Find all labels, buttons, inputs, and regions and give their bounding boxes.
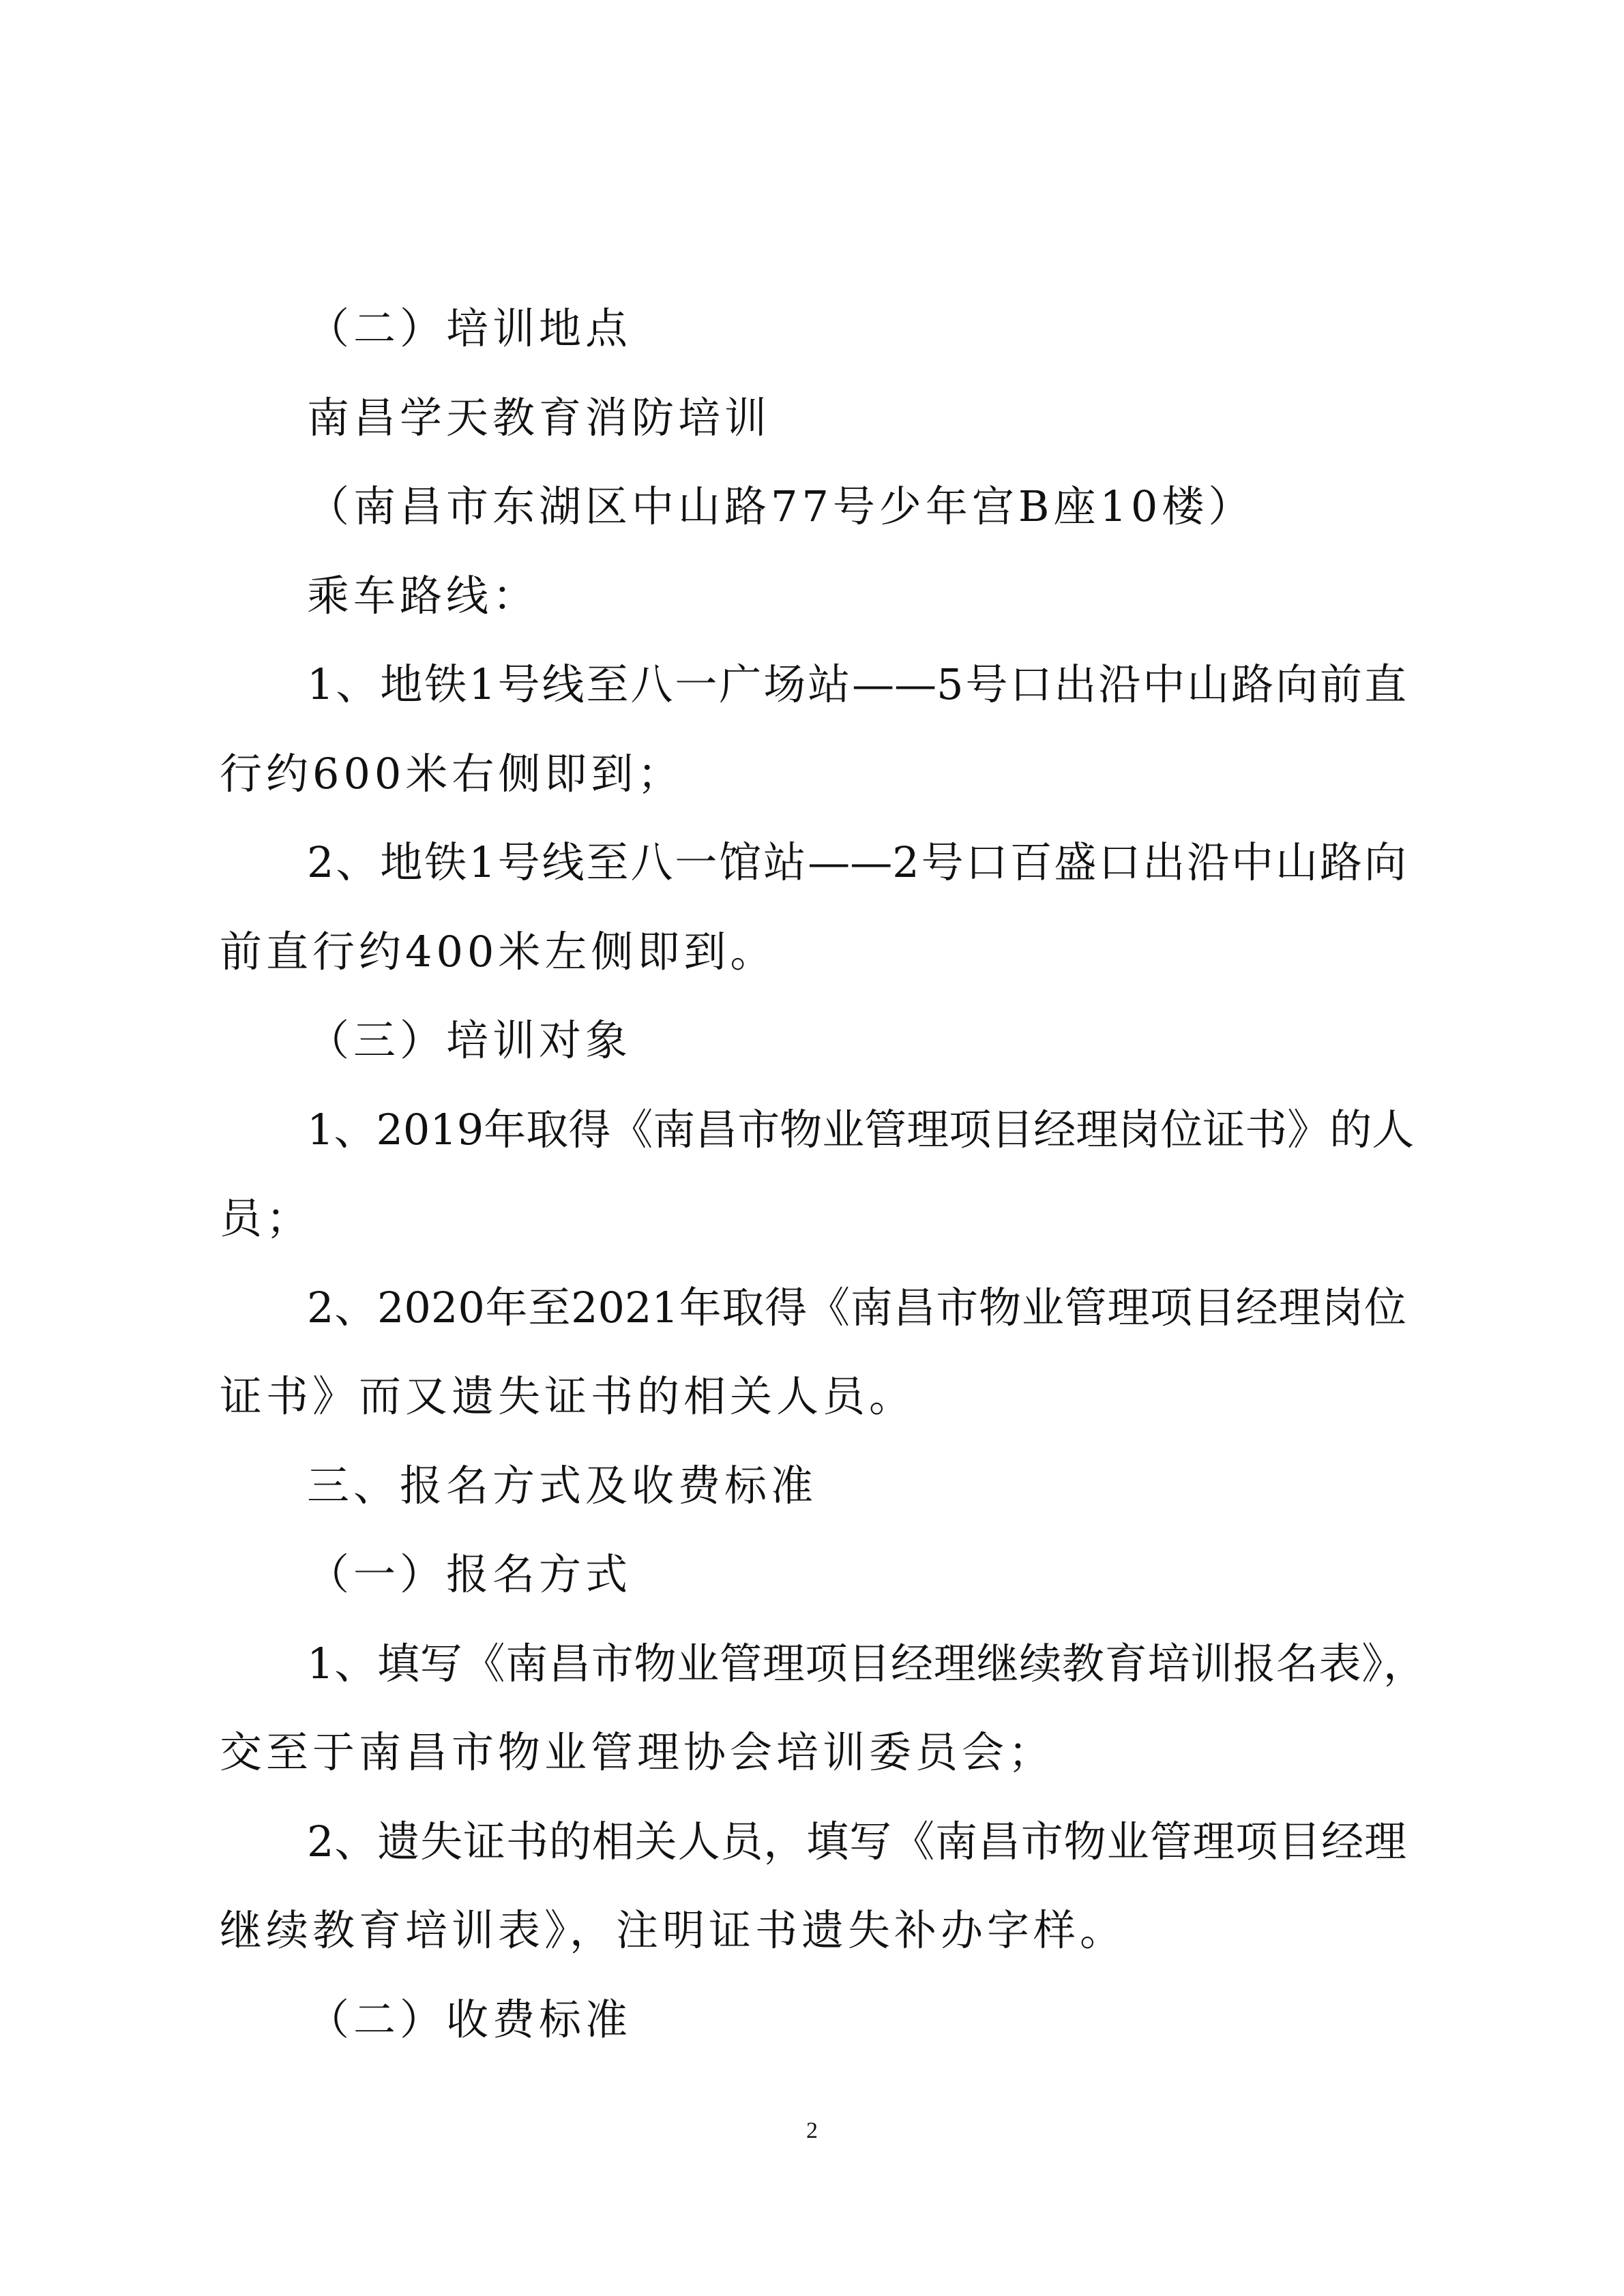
route-1-line-2: 行约600米右侧即到；	[220, 749, 684, 799]
subheading-fee-standard: （二）收费标准	[307, 1995, 632, 2044]
method-1-line-2: 交至于南昌市物业管理协会培训委员会；	[220, 1727, 1055, 1777]
route-1-line-1: 1、地铁1号线至八一广场站——5号口出沿中山路向前直	[307, 659, 1406, 709]
target-2-line-1: 2、2020年至2021年取得《南昌市物业管理项目经理岗位	[307, 1283, 1406, 1332]
target-1-line-1: 1、2019年取得《南昌市物业管理项目经理岗位证书》的人	[307, 1105, 1415, 1154]
training-venue-name: 南昌学天教育消防培训	[307, 393, 771, 443]
training-venue-address: （南昌市东湖区中山路77号少年宫B座10楼）	[307, 481, 1255, 531]
route-2-line-1: 2、地铁1号线至八一馆站——2号口百盛口出沿中山路向	[307, 837, 1406, 887]
transport-route-label: 乘车路线：	[307, 571, 540, 621]
target-1-line-2: 员；	[220, 1193, 313, 1243]
subheading-registration-method: （一）报名方式	[307, 1549, 632, 1599]
method-1-line-1: 1、填写《南昌市物业管理项目经理继续教育培训报名表》，	[307, 1639, 1426, 1688]
method-2-line-1: 2、遗失证书的相关人员，填写《南昌市物业管理项目经理	[307, 1817, 1406, 1866]
method-2-line-2: 继续教育培训表》，注明证书遗失补办字样。	[220, 1905, 1127, 1955]
section-heading-registration: 三、报名方式及收费标准	[307, 1461, 818, 1510]
subheading-training-target: （三）培训对象	[307, 1015, 632, 1065]
target-2-line-2: 证书》而又遗失证书的相关人员。	[220, 1371, 916, 1421]
subheading-training-location: （二）培训地点	[307, 303, 632, 353]
page-number: 2	[806, 2118, 818, 2143]
route-2-line-2: 前直行约400米左侧即到。	[220, 927, 777, 976]
